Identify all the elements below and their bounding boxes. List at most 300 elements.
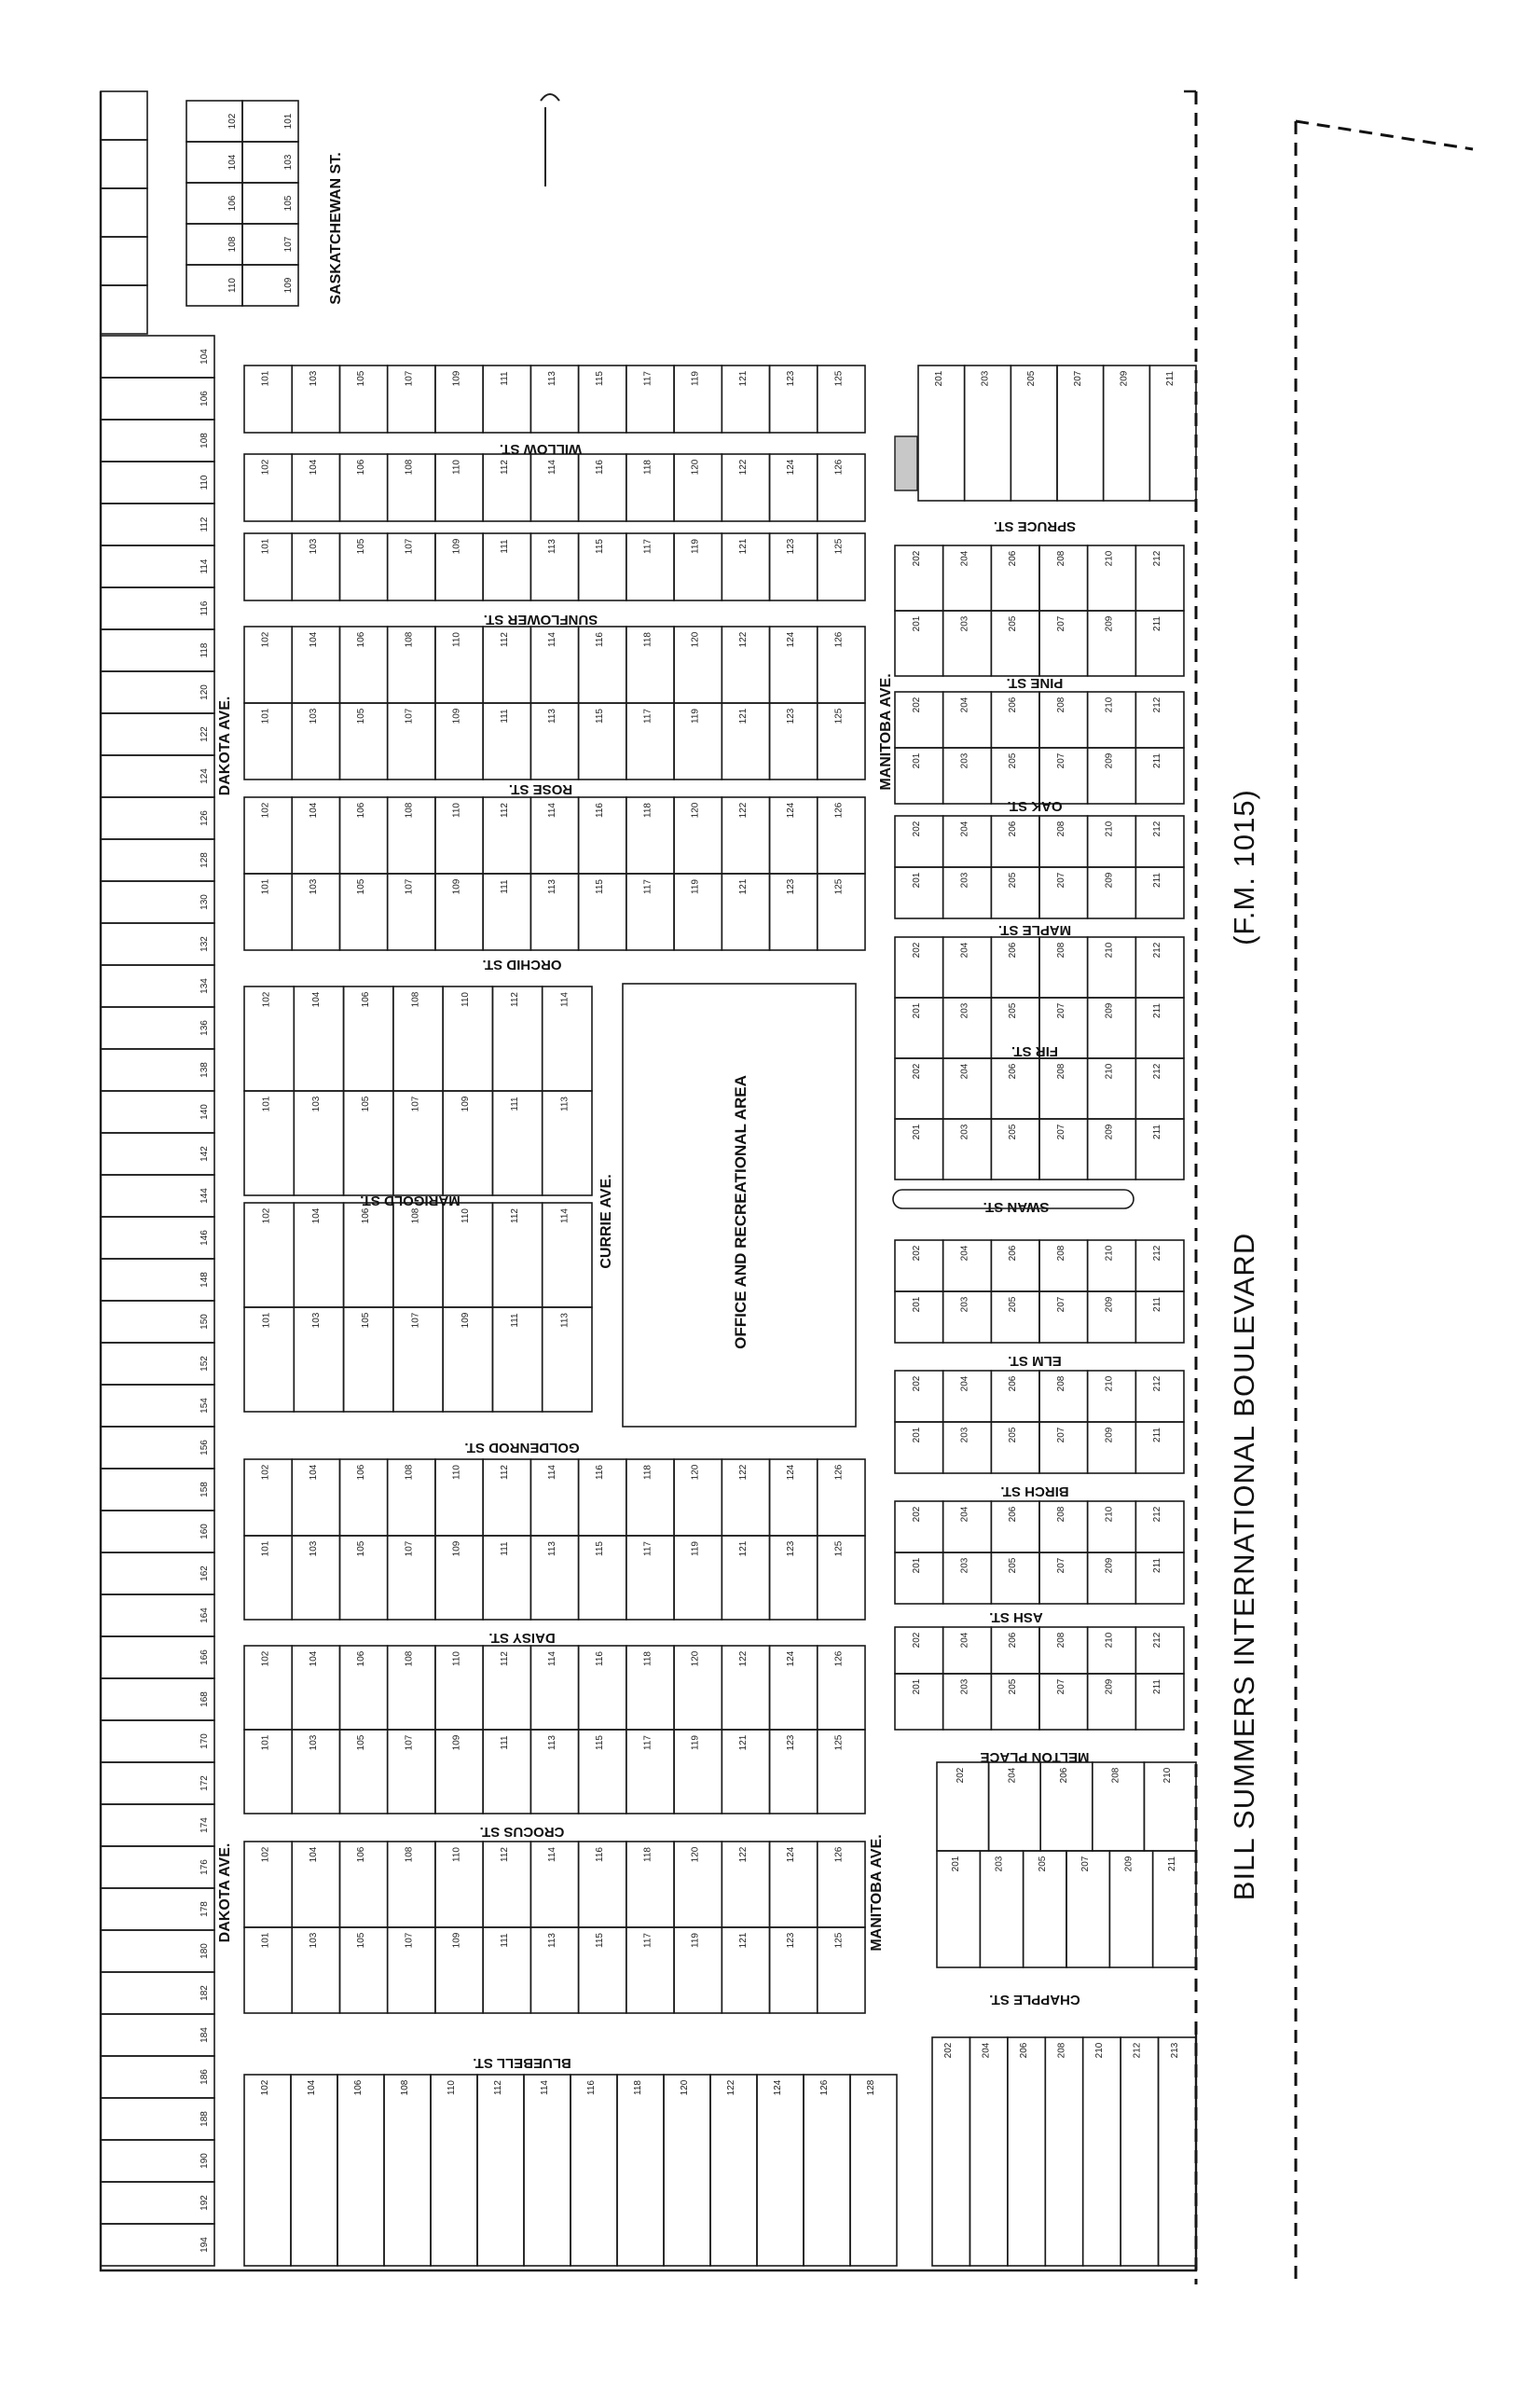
west-strip-lot[interactable] (101, 1804, 214, 1846)
west-block-lot-number: 118 (633, 2080, 643, 2095)
east-block-lot-number: 212 (1152, 1506, 1163, 1523)
west-block-lot-number: 117 (642, 1735, 653, 1750)
west-block-lot[interactable] (291, 2075, 337, 2266)
west-block-lot-number: 109 (451, 1932, 462, 1949)
west-block-lot-number: 114 (559, 992, 571, 1007)
west-block-lot-number: 107 (404, 1540, 415, 1557)
west-strip-lot-number: 108 (199, 433, 210, 448)
west-block-lot-number: 119 (690, 879, 701, 894)
west-block-lot[interactable] (384, 2075, 431, 2266)
west-block-lot-number: 107 (410, 1312, 421, 1329)
west-block-lot-number: 122 (737, 1650, 749, 1667)
west-block-lot-number: 125 (833, 370, 845, 387)
west-block-lot-number: 112 (499, 460, 510, 475)
west-block-lot-number: 110 (451, 1847, 462, 1862)
west-block-lot-number: 101 (260, 538, 271, 555)
west-strip-lot[interactable] (101, 2224, 214, 2266)
west-block-lot-number: 124 (786, 459, 797, 476)
west-block-lot-number: 111 (510, 1313, 521, 1328)
east-block-lot-number: 204 (981, 2042, 992, 2059)
west-block-lot-number: 124 (786, 1650, 797, 1667)
west-block-lot-number: 123 (786, 538, 797, 555)
west-strip-lot[interactable] (101, 965, 214, 1007)
west-block-lot-number: 103 (308, 1932, 319, 1949)
west-block-lot-number: 105 (356, 1734, 367, 1751)
east-block-lot-number: 205 (1008, 752, 1019, 769)
east-block-lot-number: 211 (1152, 1679, 1163, 1694)
west-strip-lot-number: 142 (199, 1146, 210, 1162)
east-block-lot-number: 210 (1104, 821, 1115, 837)
east-block-lot-number: 206 (1008, 1245, 1019, 1262)
east-block-lot-number: 203 (980, 370, 991, 387)
east-block-lot-number: 203 (994, 1856, 1005, 1872)
west-block-lot-number: 115 (595, 709, 606, 724)
west-strip-lot[interactable] (101, 1678, 214, 1720)
sask-lot-number: 110 (227, 278, 238, 293)
east-block-lot-number: 207 (1055, 615, 1066, 632)
east-block-lot-number: 205 (1008, 1557, 1019, 1574)
west-strip-lot-number: 184 (199, 2027, 210, 2043)
west-strip-lot-number: 154 (199, 1398, 210, 1414)
west-strip-lot[interactable] (101, 1091, 214, 1133)
west-block-lot-number: 115 (595, 1541, 606, 1556)
west-block-lot-number: 112 (499, 1847, 510, 1862)
boulevard-name: BILL SUMMERS INTERNATIONAL BOULEVARD (1228, 1232, 1260, 1901)
east-block-lot-number: 208 (1055, 1245, 1066, 1262)
west-block-lot-number: 121 (737, 708, 749, 724)
west-strip-lot[interactable] (101, 923, 214, 965)
west-block-lot[interactable] (524, 2075, 571, 2266)
west-block-lot-number: 110 (451, 460, 462, 475)
west-block-lot[interactable] (710, 2075, 757, 2266)
west-block-lot-number: 108 (404, 802, 415, 819)
east-block-lot-number: 205 (1008, 1124, 1019, 1140)
west-block-lot-number: 121 (737, 878, 749, 895)
west-strip-lot[interactable] (101, 2056, 214, 2098)
east-block-lot-number: 206 (1059, 1767, 1069, 1784)
west-block-lot-number: 106 (361, 991, 372, 1008)
west-block-lot-number: 122 (737, 459, 749, 476)
west-block-lot[interactable] (850, 2075, 897, 2266)
west-strip-lot[interactable] (101, 237, 147, 285)
east-block-lot-number: 206 (1008, 942, 1019, 959)
west-block-lot-number: 125 (833, 1932, 845, 1949)
east-block-lot-number: 212 (1132, 2042, 1143, 2059)
west-block-lot-number: 118 (642, 460, 653, 475)
west-block-lot[interactable] (337, 2075, 384, 2266)
street-label-bluebell: BLUEBELL ST. (473, 2055, 571, 2071)
street-label-melton: MELTON PLACE (980, 1749, 1090, 1765)
west-block-lot-number: 117 (642, 1541, 653, 1556)
west-block-lot-number: 125 (833, 878, 845, 895)
west-strip-lot[interactable] (101, 1888, 214, 1930)
west-strip-lot-number: 176 (199, 1859, 210, 1875)
west-block-lot-number: 113 (559, 1097, 571, 1111)
east-block-lot-number: 212 (1152, 821, 1163, 837)
west-strip-lot-number: 132 (199, 936, 210, 952)
west-strip-lot[interactable] (101, 1427, 214, 1469)
street-label-ash: ASH ST. (989, 1609, 1043, 1625)
west-strip-lot[interactable] (101, 713, 214, 755)
west-strip-lot-number: 178 (199, 1901, 210, 1917)
west-strip-lot-number: 172 (199, 1775, 210, 1791)
west-strip-lot-number: 126 (199, 810, 210, 826)
east-block-lot-number: 203 (959, 1557, 970, 1574)
west-block-lot-number: 124 (786, 1464, 797, 1481)
west-strip-lot[interactable] (101, 2182, 214, 2224)
east-block-lot-number: 202 (911, 1063, 922, 1080)
east-block-lot-number: 211 (1152, 1125, 1163, 1139)
sask-lot-number: 102 (227, 113, 238, 130)
west-strip-lot-number: 104 (199, 349, 210, 365)
east-block-lot-number: 205 (1008, 615, 1019, 632)
east-block-lot[interactable] (1045, 2037, 1082, 2266)
west-block-lot-number: 105 (361, 1096, 372, 1112)
west-block-lot-number: 122 (737, 802, 749, 819)
west-block-lot-number: 126 (833, 631, 845, 648)
west-strip-lot[interactable] (101, 2014, 214, 2056)
west-block-lot-number: 123 (786, 1734, 797, 1751)
east-block-lot-number: 210 (1104, 697, 1115, 713)
east-block-lot-number: 204 (959, 821, 970, 837)
west-block-lot-number: 113 (547, 879, 557, 894)
east-block-lot-number: 208 (1055, 942, 1066, 959)
west-block-lot-number: 120 (690, 1464, 701, 1481)
hatched-parcel (895, 436, 917, 490)
west-block-lot-number: 103 (310, 1312, 322, 1329)
east-block-lot-number: 209 (1104, 752, 1115, 769)
west-block-lot-number: 101 (260, 1734, 271, 1751)
west-block-lot-number: 126 (833, 1846, 845, 1863)
west-strip-lot-number: 186 (199, 2069, 210, 2085)
west-block-lot-number: 108 (404, 1846, 415, 1863)
west-block-lot-number: 105 (356, 1540, 367, 1557)
east-block-lot-number: 201 (911, 615, 922, 632)
east-block-lot-number: 206 (1008, 697, 1019, 713)
west-block-lot-number: 116 (586, 2080, 597, 2095)
east-block-lot-number: 204 (959, 942, 970, 959)
west-block-lot-number: 119 (690, 1933, 701, 1948)
street-label-sunflower: SUNFLOWER ST. (483, 612, 598, 628)
west-strip-lot-number: 188 (199, 2111, 210, 2127)
sask-lot-number: 101 (283, 113, 294, 130)
west-block-lot-number: 122 (726, 2079, 736, 2096)
west-strip-lot[interactable] (101, 881, 214, 923)
west-strip-lot[interactable] (101, 1385, 214, 1427)
west-block-lot-number: 116 (595, 803, 606, 818)
west-block-lot-number: 101 (260, 1932, 271, 1949)
east-block-lot-number: 209 (1104, 1002, 1115, 1019)
west-block-lot-number: 115 (595, 371, 606, 386)
west-block-lot-number: 107 (404, 1734, 415, 1751)
east-block-lot-number: 202 (911, 697, 922, 713)
east-block-lot[interactable] (1121, 2037, 1158, 2266)
west-block-lot-number: 120 (690, 802, 701, 819)
west-block-lot-number: 103 (308, 878, 319, 895)
west-strip-lot[interactable] (101, 671, 214, 713)
east-block-lot-number: 207 (1055, 1678, 1066, 1695)
west-block-lot-number: 101 (260, 1540, 271, 1557)
west-block-lot-number: 102 (260, 1846, 271, 1863)
east-block-lot-number: 211 (1152, 616, 1163, 631)
west-block-lot-number: 102 (260, 1464, 271, 1481)
west-block-lot-number: 121 (737, 370, 749, 387)
west-strip-lot[interactable] (101, 1049, 214, 1091)
east-block-lot-number: 201 (911, 1296, 922, 1313)
west-block-lot[interactable] (571, 2075, 617, 2266)
west-block-lot[interactable] (664, 2075, 710, 2266)
saskatchewan-st-label: SASKATCHEWAN ST. (328, 152, 344, 305)
west-strip-lot[interactable] (101, 1972, 214, 2014)
manitoba-ave-south-label: MANITOBA AVE. (869, 1834, 885, 1952)
west-block-lot-number: 110 (451, 1465, 462, 1480)
west-block-lot[interactable] (757, 2075, 804, 2266)
sask-lot-number: 107 (283, 236, 294, 253)
east-block-lot-number: 210 (1104, 1063, 1115, 1080)
west-strip-lot[interactable] (101, 462, 214, 504)
east-block-lot[interactable] (1159, 2037, 1196, 2266)
east-block-lot-number: 211 (1165, 371, 1176, 386)
street-label-birch: BIRCH ST. (1000, 1483, 1069, 1499)
west-strip-lot[interactable] (101, 629, 214, 671)
west-strip-lot[interactable] (101, 1133, 214, 1175)
west-strip-lot[interactable] (101, 285, 147, 334)
east-block-lot-number: 208 (1110, 1767, 1121, 1784)
east-block-lot-number: 206 (1008, 1375, 1019, 1392)
west-strip-lot-number: 114 (199, 559, 210, 574)
west-strip-lot[interactable] (101, 504, 214, 545)
east-block-lot-number: 211 (1152, 1297, 1163, 1312)
west-block-lot-number: 125 (833, 708, 845, 724)
west-block-lot-number: 120 (680, 2079, 690, 2096)
west-block-lot-number: 101 (260, 370, 271, 387)
west-block-lot[interactable] (477, 2075, 524, 2266)
east-block-lot-number: 204 (959, 1245, 970, 1262)
sask-lot-number: 108 (227, 236, 238, 253)
west-block-lot-number: 102 (260, 631, 271, 648)
east-block-lot-number: 205 (1026, 370, 1038, 387)
sask-lot-number: 105 (283, 195, 294, 212)
east-block-lot-number: 211 (1152, 873, 1163, 888)
west-strip-lot[interactable] (101, 755, 214, 797)
east-block-lot-number: 206 (1008, 1063, 1019, 1080)
west-block-lot-number: 124 (786, 802, 797, 819)
west-block-lot-number: 103 (310, 1096, 322, 1112)
east-block-lot-number: 203 (959, 872, 970, 889)
street-label-elm: ELM ST. (1008, 1353, 1062, 1369)
west-block-lot-number: 105 (356, 878, 367, 895)
west-block-lot-number: 102 (260, 802, 271, 819)
west-block-lot-number: 112 (499, 632, 510, 647)
west-strip-lot-number: 120 (199, 684, 210, 700)
dakota-ave-north-label: DAKOTA AVE. (217, 696, 233, 796)
east-block-lot-number: 210 (1104, 550, 1115, 567)
west-block-lot-number: 128 (866, 2079, 876, 2096)
west-block-lot-number: 116 (595, 1651, 606, 1666)
east-block-lot-number: 207 (1055, 872, 1066, 889)
east-block-lot-number: 204 (959, 550, 970, 567)
west-block-lot-number: 114 (547, 632, 557, 647)
west-strip-lot[interactable] (101, 2098, 214, 2140)
west-strip-lot[interactable] (101, 1762, 214, 1804)
west-strip-lot-number: 150 (199, 1314, 210, 1330)
east-block-lot-number: 202 (911, 1375, 922, 1392)
west-strip-lot-number: 170 (199, 1733, 210, 1749)
west-block-lot-number: 111 (510, 1097, 521, 1111)
west-strip-lot[interactable] (101, 1594, 214, 1636)
street-label-spruce: SPRUCE ST. (993, 518, 1077, 534)
dakota-ave-south-label: DAKOTA AVE. (217, 1842, 233, 1943)
east-block-lot-number: 202 (943, 2042, 955, 2059)
west-strip-lot[interactable] (101, 1930, 214, 1972)
east-block-lot-number: 203 (959, 615, 970, 632)
west-block-lot[interactable] (431, 2075, 477, 2266)
west-block-lot-number: 116 (595, 1847, 606, 1862)
west-block-lot-number: 125 (833, 1734, 845, 1751)
east-block-lot-number: 205 (1008, 872, 1019, 889)
east-block-lot[interactable] (1083, 2037, 1121, 2266)
west-block-lot-number: 101 (261, 1312, 272, 1329)
west-block-lot-number: 123 (786, 878, 797, 895)
west-block-lot-number: 102 (260, 1650, 271, 1667)
east-block-lot-number: 201 (911, 1124, 922, 1140)
west-block-lot-number: 104 (310, 991, 322, 1008)
west-block-lot-number: 119 (690, 371, 701, 386)
east-block-lot-number: 203 (959, 1002, 970, 1019)
east-block-lot-number: 204 (959, 1632, 970, 1649)
east-block-lot-number: 211 (1152, 753, 1163, 768)
east-block-lot-number: 207 (1055, 752, 1066, 769)
east-block-lot-number: 209 (1104, 615, 1115, 632)
north-arrow-icon (541, 94, 559, 186)
west-block-lot-number: 119 (690, 1735, 701, 1750)
street-label-pine: PINE ST. (1006, 675, 1064, 691)
east-block-lot-number: 204 (959, 1506, 970, 1523)
west-strip-lot[interactable] (101, 1636, 214, 1678)
west-strip-lot[interactable] (101, 587, 214, 629)
west-block-lot-number: 111 (499, 709, 510, 724)
west-block-lot-number: 101 (261, 1096, 272, 1112)
west-block-lot-number: 109 (451, 708, 462, 724)
west-strip-lot[interactable] (101, 420, 214, 462)
west-strip-lot-number: 194 (199, 2237, 210, 2253)
west-strip-lot[interactable] (101, 1511, 214, 1552)
west-strip-lot[interactable] (101, 1007, 214, 1049)
west-block-lot[interactable] (804, 2075, 850, 2266)
east-block-lot-number: 206 (1008, 550, 1019, 567)
west-block-lot-number: 117 (642, 539, 653, 554)
west-block-lot-number: 108 (410, 991, 421, 1008)
west-strip-lot[interactable] (101, 188, 147, 237)
west-block-lot-number: 102 (261, 991, 272, 1008)
west-block-lot-number: 125 (833, 538, 845, 555)
west-strip-lot[interactable] (101, 378, 214, 420)
west-block-lot-number: 124 (786, 631, 797, 648)
east-block-lot-number: 212 (1152, 942, 1163, 959)
west-block-lot-number: 113 (547, 1541, 557, 1556)
west-strip-lot-number: 130 (199, 894, 210, 910)
west-block-lot-number: 104 (308, 1846, 319, 1863)
west-block-lot-number: 122 (737, 1464, 749, 1481)
sask-lot-number: 109 (283, 277, 294, 294)
west-block-lot-number: 108 (404, 1650, 415, 1667)
east-block-lot-number: 205 (1008, 1678, 1019, 1695)
west-strip-lot[interactable] (101, 1720, 214, 1762)
west-block-lot-number: 108 (404, 459, 415, 476)
west-strip-lot-number: 110 (199, 475, 210, 490)
west-strip-lot-number: 122 (199, 726, 210, 742)
street-label-maple: MAPLE ST. (997, 922, 1072, 938)
west-block-lot-number: 107 (404, 708, 415, 724)
west-strip-lot[interactable] (101, 545, 214, 587)
west-strip-lot[interactable] (101, 1301, 214, 1343)
west-block-lot-number: 106 (353, 2079, 364, 2096)
east-block-lot-number: 205 (1037, 1856, 1048, 1872)
east-block-lot-number: 210 (1093, 2042, 1105, 2059)
west-strip-lot[interactable] (101, 839, 214, 881)
west-strip-lot[interactable] (101, 1343, 214, 1385)
west-strip-lot[interactable] (101, 1259, 214, 1301)
street-label-crocus: CROCUS ST. (479, 1824, 565, 1840)
west-strip-lot[interactable] (101, 797, 214, 839)
east-block-lot-number: 207 (1055, 1427, 1066, 1443)
west-strip-lot[interactable] (101, 1175, 214, 1217)
west-block-lot-number: 123 (786, 708, 797, 724)
east-block-lot[interactable] (969, 2037, 1007, 2266)
west-strip-lot[interactable] (101, 2140, 214, 2182)
west-block-lot-number: 114 (547, 1465, 557, 1480)
west-strip-lot[interactable] (101, 1552, 214, 1594)
west-strip-lot[interactable] (101, 140, 147, 188)
east-block-lot-number: 203 (959, 752, 970, 769)
west-block-lot-number: 119 (690, 709, 701, 724)
west-block-lot-number: 111 (499, 371, 510, 386)
east-block-lot-number: 212 (1152, 1245, 1163, 1262)
west-block-lot-number: 109 (451, 1540, 462, 1557)
west-strip-lot[interactable] (101, 1217, 214, 1259)
west-block-lot-number: 109 (451, 1734, 462, 1751)
west-block-lot[interactable] (617, 2075, 664, 2266)
west-block-lot[interactable] (244, 2075, 291, 2266)
east-block-lot-number: 201 (911, 1427, 922, 1443)
west-strip-lot-number: 124 (199, 768, 210, 784)
east-block-lot-number: 211 (1152, 1003, 1163, 1018)
east-block-lot-number: 209 (1104, 1427, 1115, 1443)
west-strip-lot[interactable] (101, 1846, 214, 1888)
west-block-lot-number: 108 (404, 631, 415, 648)
west-block-lot-number: 102 (261, 1207, 272, 1224)
west-block-lot-number: 117 (642, 879, 653, 894)
west-block-lot-number: 114 (559, 1208, 571, 1223)
west-block-lot-number: 115 (595, 1735, 606, 1750)
east-block-lot[interactable] (1008, 2037, 1045, 2266)
west-strip-lot[interactable] (101, 1469, 214, 1511)
west-block-lot-number: 107 (404, 538, 415, 555)
currie-ave-label: CURRIE AVE. (598, 1174, 614, 1269)
west-block-lot-number: 106 (361, 1207, 372, 1224)
street-label-willow: WILLOW ST. (499, 441, 583, 457)
west-strip-lot[interactable] (101, 91, 147, 140)
west-block-lot-number: 111 (499, 879, 510, 894)
west-block-lot-number: 122 (737, 1846, 749, 1863)
east-block-lot-number: 210 (1104, 1632, 1115, 1649)
west-strip-lot[interactable] (101, 336, 214, 378)
west-block-lot-number: 126 (833, 1650, 845, 1667)
west-block-lot-number: 110 (451, 803, 462, 818)
east-block-lot-number: 208 (1055, 821, 1066, 837)
west-block-lot-number: 121 (737, 538, 749, 555)
east-block-lot[interactable] (932, 2037, 969, 2266)
